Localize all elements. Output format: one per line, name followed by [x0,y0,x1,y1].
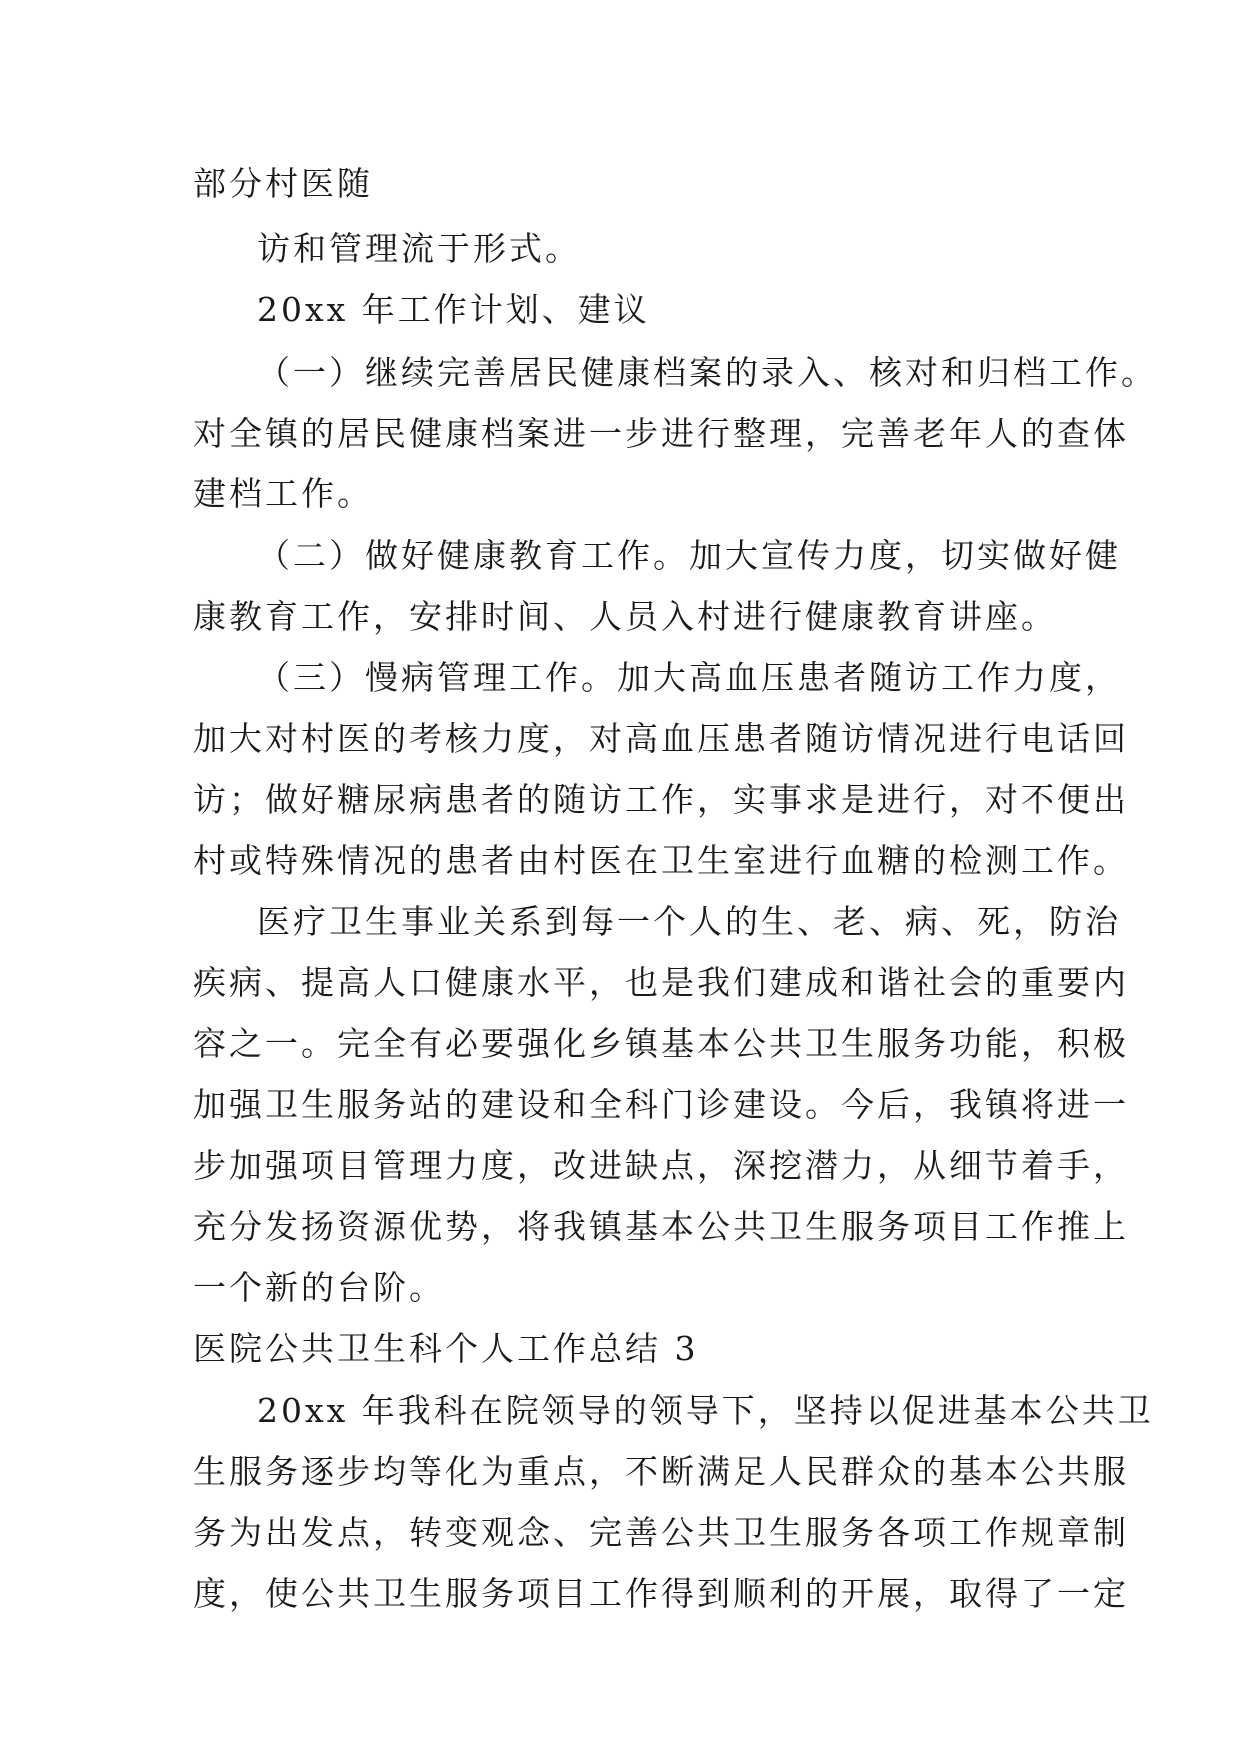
text-line: （三）慢病管理工作。加大高血压患者随访工作力度， [257,658,1121,697]
text-line: 20xx 年我科在院领导的领导下，坚持以促进基本公共卫 [257,1391,1154,1430]
text-line: 医疗卫生事业关系到每一个人的生、老、病、死，防治 [257,902,1121,941]
text-line: （二）做好健康教育工作。加大宣传力度，切实做好健 [257,536,1121,575]
text-line: 访和管理流于形式。 [257,229,581,268]
text-line: 充分发扬资源优势，将我镇基本公共卫生服务项目工作推上 [193,1207,1129,1246]
text-line: 建档工作。 [193,474,373,513]
text-line: 容之一。完全有必要强化乡镇基本公共卫生服务功能，积极 [193,1024,1129,1063]
text-line: 村或特殊情况的患者由村医在卫生室进行血糖的检测工作。 [193,841,1129,880]
section-heading: 20xx 年工作计划、建议 [257,290,650,329]
text-line: （一）继续完善居民健康档案的录入、核对和归档工作。 [257,353,1157,392]
text-line: 对全镇的居民健康档案进一步进行整理，完善老年人的查体 [193,414,1129,453]
text-line: 度，使公共卫生服务项目工作得到顺利的开展，取得了一定 [193,1574,1129,1613]
text-line: 部分村医随 [193,164,373,203]
text-line: 疾病、提高人口健康水平，也是我们建成和谐社会的重要内 [193,963,1129,1002]
text-line: 加大对村医的考核力度，对高血压患者随访情况进行电话回 [193,719,1129,758]
text-line: 步加强项目管理力度，改进缺点，深挖潜力，从细节着手， [193,1146,1129,1185]
section-title: 医院公共卫生科个人工作总结 3 [193,1329,699,1368]
text-line: 务为出发点，转变观念、完善公共卫生服务各项工作规章制 [193,1513,1129,1552]
text-line: 一个新的台阶。 [193,1268,445,1307]
text-line: 访；做好糖尿病患者的随访工作，实事求是进行，对不便出 [193,780,1129,819]
text-line: 康教育工作，安排时间、人员入村进行健康教育讲座。 [193,597,1057,636]
text-line: 生服务逐步均等化为重点，不断满足人民群众的基本公共服 [193,1452,1129,1491]
text-line: 加强卫生服务站的建设和全科门诊建设。今后，我镇将进一 [193,1085,1129,1124]
